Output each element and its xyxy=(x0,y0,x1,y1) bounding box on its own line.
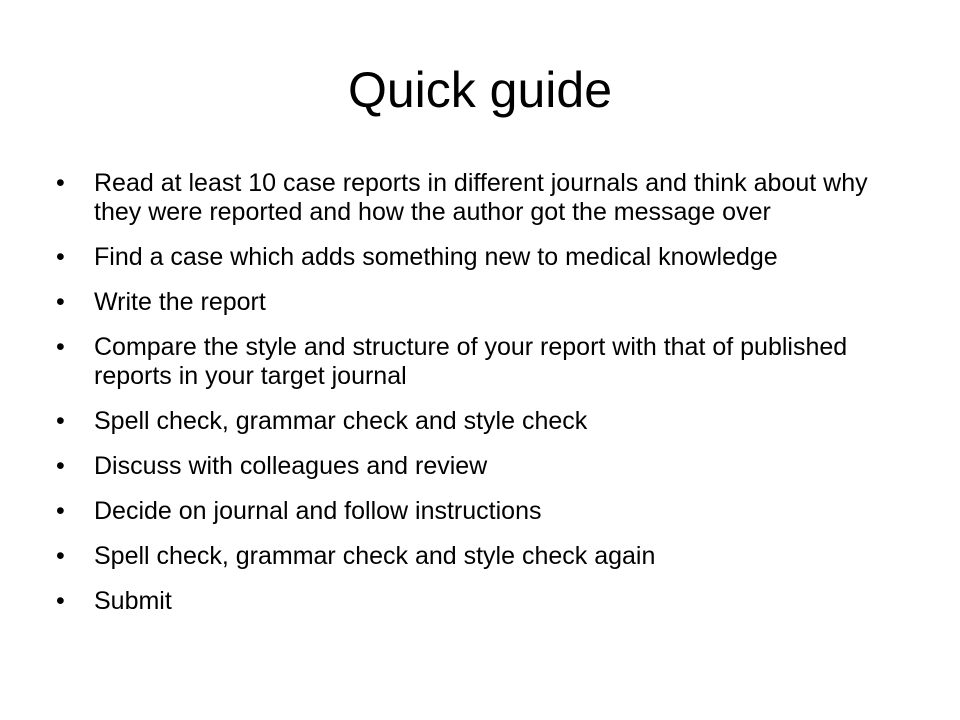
bullet-item xyxy=(56,288,896,317)
bullet-text: Discuss with colleagues and review xyxy=(94,452,488,480)
bullet-text: Spell check, grammar check and style check again xyxy=(94,542,656,570)
bullet-text: Write the report xyxy=(94,288,266,316)
bullet-text: Spell check, grammar check and style check xyxy=(94,407,588,435)
bullet-item xyxy=(56,452,896,481)
bullet-item xyxy=(56,542,896,571)
bullet-icon: • xyxy=(56,169,65,197)
bullet-icon: • xyxy=(56,587,65,615)
bullet-icon: • xyxy=(56,542,65,570)
bullet-item xyxy=(56,333,896,391)
bullet-icon: • xyxy=(56,452,65,480)
bullet-text: Find a case which adds something new to medical knowledge xyxy=(94,243,778,271)
bullet-item xyxy=(56,587,896,616)
bullet-text: Read at least 10 case reports in different journals and think about why they were reported and how the author got the message over xyxy=(94,169,868,226)
bullet-text: Submit xyxy=(94,587,172,615)
bullet-text: Decide on journal and follow instructions xyxy=(94,497,542,525)
bullet-icon: • xyxy=(56,407,65,435)
bullet-list xyxy=(56,169,896,632)
bullet-item xyxy=(56,497,896,526)
bullet-item xyxy=(56,243,896,272)
bullet-icon: • xyxy=(56,497,65,525)
bullet-icon: • xyxy=(56,243,65,271)
bullet-icon: • xyxy=(56,333,65,361)
bullet-item xyxy=(56,169,896,227)
bullet-icon: • xyxy=(56,288,65,316)
bullet-item xyxy=(56,407,896,436)
slide-title: Quick guide xyxy=(347,62,613,118)
bullet-text: Compare the style and structure of your report with that of published reports in your target journal xyxy=(94,333,848,390)
